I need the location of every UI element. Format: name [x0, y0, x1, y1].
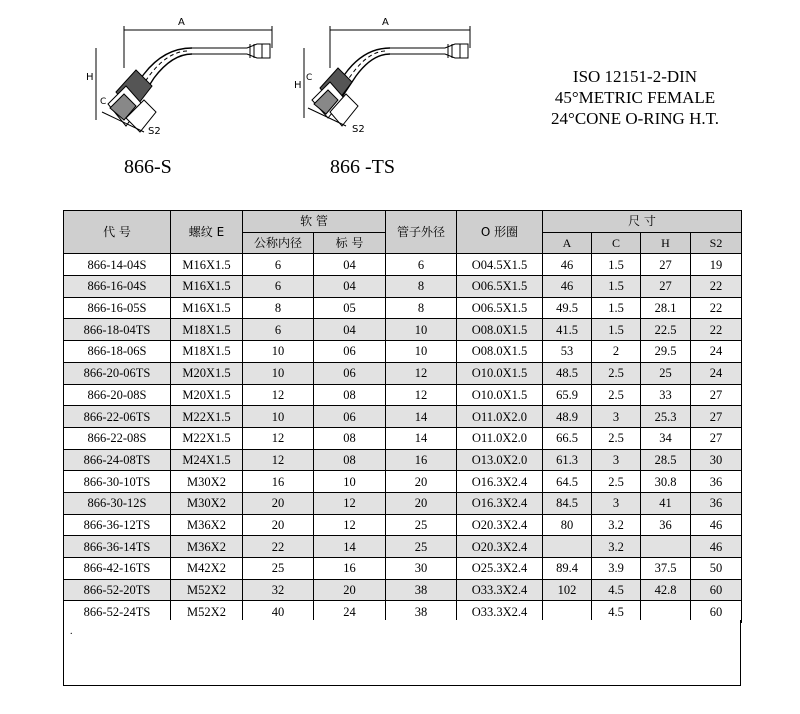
header-tube-od: 管子外径 [386, 211, 457, 254]
cell-dim-a: 46 [543, 254, 592, 276]
cell-dim-c: 2.5 [592, 362, 641, 384]
table-row [64, 579, 742, 601]
cell-tube-od: 20 [386, 471, 457, 493]
fitting-spec-table [63, 210, 742, 623]
table-row [64, 297, 742, 319]
cell-dim-h: 28.1 [641, 297, 691, 319]
cell-o-ring: O11.0X2.0 [457, 427, 543, 449]
spec-type: 45°METRIC FEMALE [554, 88, 716, 107]
cell-dim-h: 36 [641, 514, 691, 536]
cell-hose-mark: 10 [314, 471, 386, 493]
cell-tube-od: 12 [386, 362, 457, 384]
table-row [64, 492, 742, 514]
cell-dim-a: 66.5 [543, 427, 592, 449]
cell-hose-mark: 06 [314, 406, 386, 428]
cell-hose-nominal-id: 16 [243, 471, 314, 493]
cell-dim-c: 3.9 [592, 558, 641, 580]
cell-tube-od: 25 [386, 514, 457, 536]
cell-dim-s2: 24 [691, 341, 742, 363]
cell-dim-a: 48.5 [543, 362, 592, 384]
cell-dim-c: 2.5 [592, 384, 641, 406]
cell-dim-s2: 22 [691, 276, 742, 298]
cell-tube-od: 16 [386, 449, 457, 471]
cell-code: 866-36-14TS [64, 536, 171, 558]
cell-code: 866-18-06S [64, 341, 171, 363]
cell-code: 866-16-04S [64, 276, 171, 298]
cell-dim-h: 30.8 [641, 471, 691, 493]
cell-dim-h: 33 [641, 384, 691, 406]
cell-thread: M16X1.5 [171, 254, 243, 276]
header-dim-h: H [641, 232, 691, 254]
dim-h-label: H [294, 80, 302, 91]
cell-tube-od: 20 [386, 492, 457, 514]
cell-dim-s2: 27 [691, 427, 742, 449]
cell-hose-mark: 05 [314, 297, 386, 319]
cell-hose-nominal-id: 20 [243, 492, 314, 514]
table-body [64, 254, 742, 623]
cell-hose-nominal-id: 10 [243, 341, 314, 363]
cell-code: 866-30-12S [64, 492, 171, 514]
cell-dim-c: 1.5 [592, 276, 641, 298]
cell-dim-c: 1.5 [592, 297, 641, 319]
cell-hose-mark: 16 [314, 558, 386, 580]
cell-dim-c: 4.5 [592, 579, 641, 601]
cell-hose-mark: 12 [314, 514, 386, 536]
cell-dim-s2: 27 [691, 384, 742, 406]
table-row [64, 341, 742, 363]
cell-thread: M20X1.5 [171, 384, 243, 406]
fitting-drawing-866-s [82, 8, 292, 138]
cell-dim-a [543, 536, 592, 558]
cell-dim-a: 48.9 [543, 406, 592, 428]
cell-dim-h [641, 536, 691, 558]
dim-s2-label: S2 [148, 126, 161, 137]
header-row-top [64, 211, 742, 233]
cell-dim-h: 25 [641, 362, 691, 384]
cell-hose-mark: 20 [314, 579, 386, 601]
cell-dim-s2: 22 [691, 319, 742, 341]
cell-hose-nominal-id: 12 [243, 427, 314, 449]
cell-thread: M30X2 [171, 492, 243, 514]
table-row [64, 449, 742, 471]
cell-dim-c: 3 [592, 406, 641, 428]
cell-o-ring: O04.5X1.5 [457, 254, 543, 276]
cell-dim-h: 34 [641, 427, 691, 449]
cell-dim-a: 80 [543, 514, 592, 536]
cell-code: 866-42-16TS [64, 558, 171, 580]
cell-dim-s2: 22 [691, 297, 742, 319]
dim-a-label: A [382, 17, 389, 28]
cell-dim-c: 2.5 [592, 427, 641, 449]
cell-dim-s2: 60 [691, 579, 742, 601]
cell-hose-mark: 08 [314, 427, 386, 449]
cell-o-ring: O06.5X1.5 [457, 297, 543, 319]
header-thread: 螺纹 E [171, 211, 243, 254]
cell-o-ring: O08.0X1.5 [457, 319, 543, 341]
cell-code: 866-20-08S [64, 384, 171, 406]
header-dim-a: A [543, 232, 592, 254]
cell-code: 866-14-04S [64, 254, 171, 276]
cell-dim-h: 28.5 [641, 449, 691, 471]
cell-code: 866-22-08S [64, 427, 171, 449]
table-row [64, 536, 742, 558]
cell-hose-nominal-id: 8 [243, 297, 314, 319]
table-row [64, 406, 742, 428]
header-dim-c: C [592, 232, 641, 254]
header-code: 代 号 [64, 211, 171, 254]
table-row [64, 362, 742, 384]
cell-code: 866-16-05S [64, 297, 171, 319]
cell-dim-c: 2.5 [592, 471, 641, 493]
cell-o-ring: O13.0X2.0 [457, 449, 543, 471]
cell-tube-od: 30 [386, 558, 457, 580]
cell-dim-a: 65.9 [543, 384, 592, 406]
cell-dim-c: 3.2 [592, 536, 641, 558]
header-o-ring: O 形圈 [457, 211, 543, 254]
cell-code: 866-30-10TS [64, 471, 171, 493]
cell-o-ring: O33.3X2.4 [457, 579, 543, 601]
cell-dim-c: 3 [592, 492, 641, 514]
cell-o-ring: O11.0X2.0 [457, 406, 543, 428]
cell-tube-od: 38 [386, 579, 457, 601]
cell-thread: M16X1.5 [171, 276, 243, 298]
cell-hose-nominal-id: 6 [243, 254, 314, 276]
cell-thread: M18X1.5 [171, 341, 243, 363]
header-hose: 软 管 [243, 211, 386, 233]
header-dimensions: 尺 寸 [543, 211, 742, 233]
cell-o-ring: O10.0X1.5 [457, 384, 543, 406]
cell-dim-h: 37.5 [641, 558, 691, 580]
header-hose-mark: 标 号 [314, 232, 386, 254]
cell-o-ring: O25.3X2.4 [457, 558, 543, 580]
cell-code: 866-52-24TS [64, 601, 171, 623]
cell-dim-h: 25.3 [641, 406, 691, 428]
cell-dim-a: 41.5 [543, 319, 592, 341]
cell-dim-h: 29.5 [641, 341, 691, 363]
cell-hose-mark: 06 [314, 362, 386, 384]
cell-hose-mark: 12 [314, 492, 386, 514]
table-row [64, 319, 742, 341]
cell-thread: M52X2 [171, 601, 243, 623]
dim-c-label: C [100, 97, 107, 107]
cell-code: 866-18-04TS [64, 319, 171, 341]
cell-dim-s2: 27 [691, 406, 742, 428]
cell-hose-nominal-id: 40 [243, 601, 314, 623]
table-row [64, 471, 742, 493]
cell-tube-od: 10 [386, 319, 457, 341]
cell-hose-mark: 24 [314, 601, 386, 623]
cell-thread: M24X1.5 [171, 449, 243, 471]
dim-a-label: A [178, 17, 185, 28]
cell-dim-a: 89.4 [543, 558, 592, 580]
spec-standard: ISO 12151-2-DIN [572, 67, 698, 86]
cell-o-ring: O33.3X2.4 [457, 601, 543, 623]
cell-dim-a: 102 [543, 579, 592, 601]
cell-dim-s2: 46 [691, 514, 742, 536]
cell-dim-s2: 60 [691, 601, 742, 623]
cell-thread: M20X1.5 [171, 362, 243, 384]
cell-dim-c: 1.5 [592, 254, 641, 276]
cell-hose-nominal-id: 20 [243, 514, 314, 536]
cell-tube-od: 25 [386, 536, 457, 558]
table-row [64, 276, 742, 298]
cell-thread: M30X2 [171, 471, 243, 493]
cell-tube-od: 14 [386, 427, 457, 449]
cell-thread: M16X1.5 [171, 297, 243, 319]
fitting-drawing-866-ts [290, 8, 500, 138]
cell-thread: M22X1.5 [171, 406, 243, 428]
header-dim-s2: S2 [691, 232, 742, 254]
cell-thread: M36X2 [171, 536, 243, 558]
cell-dim-s2: 36 [691, 492, 742, 514]
cell-dim-h: 41 [641, 492, 691, 514]
cell-hose-nominal-id: 10 [243, 362, 314, 384]
cell-tube-od: 12 [386, 384, 457, 406]
cell-code: 866-36-12TS [64, 514, 171, 536]
cell-hose-mark: 04 [314, 276, 386, 298]
cell-dim-h: 42.8 [641, 579, 691, 601]
cell-dim-c: 1.5 [592, 319, 641, 341]
cell-hose-nominal-id: 6 [243, 276, 314, 298]
cell-tube-od: 6 [386, 254, 457, 276]
cell-dim-h: 22.5 [641, 319, 691, 341]
dim-h-label: H [86, 72, 94, 83]
cell-hose-nominal-id: 25 [243, 558, 314, 580]
cell-tube-od: 8 [386, 297, 457, 319]
cell-o-ring: O06.5X1.5 [457, 276, 543, 298]
cell-thread: M36X2 [171, 514, 243, 536]
cell-dim-c: 2 [592, 341, 641, 363]
cell-tube-od: 8 [386, 276, 457, 298]
notes-text: . [70, 626, 73, 637]
table-row [64, 254, 742, 276]
cell-o-ring: O08.0X1.5 [457, 341, 543, 363]
cell-hose-mark: 04 [314, 254, 386, 276]
cell-hose-nominal-id: 22 [243, 536, 314, 558]
cell-dim-a: 49.5 [543, 297, 592, 319]
cell-dim-a: 53 [543, 341, 592, 363]
cell-dim-s2: 19 [691, 254, 742, 276]
model-label-866-s: 866-S [124, 156, 172, 178]
cell-thread: M18X1.5 [171, 319, 243, 341]
cell-code: 866-24-08TS [64, 449, 171, 471]
cell-o-ring: O16.3X2.4 [457, 492, 543, 514]
cell-dim-a: 46 [543, 276, 592, 298]
dim-s2-label: S2 [352, 124, 365, 135]
notes-box [63, 620, 741, 686]
cell-o-ring: O20.3X2.4 [457, 514, 543, 536]
cell-hose-nominal-id: 10 [243, 406, 314, 428]
cell-code: 866-22-06TS [64, 406, 171, 428]
cell-hose-mark: 06 [314, 341, 386, 363]
cell-dim-s2: 46 [691, 536, 742, 558]
cell-code: 866-20-06TS [64, 362, 171, 384]
model-label-866-ts: 866 -TS [330, 156, 395, 178]
header-hose-nominal-id: 公称内径 [243, 232, 314, 254]
table-row [64, 514, 742, 536]
cell-tube-od: 38 [386, 601, 457, 623]
dim-c-label: C [306, 73, 313, 83]
cell-hose-mark: 08 [314, 384, 386, 406]
cell-hose-mark: 14 [314, 536, 386, 558]
cell-hose-mark: 04 [314, 319, 386, 341]
cell-hose-mark: 08 [314, 449, 386, 471]
cell-dim-h: 27 [641, 254, 691, 276]
cell-o-ring: O20.3X2.4 [457, 536, 543, 558]
cell-dim-c: 3.2 [592, 514, 641, 536]
cell-o-ring: O16.3X2.4 [457, 471, 543, 493]
cell-dim-a: 84.5 [543, 492, 592, 514]
cell-tube-od: 14 [386, 406, 457, 428]
cell-thread: M42X2 [171, 558, 243, 580]
cell-dim-s2: 50 [691, 558, 742, 580]
table-row [64, 558, 742, 580]
cell-dim-c: 4.5 [592, 601, 641, 623]
cell-code: 866-52-20TS [64, 579, 171, 601]
cell-o-ring: O10.0X1.5 [457, 362, 543, 384]
cell-hose-nominal-id: 12 [243, 449, 314, 471]
cell-thread: M22X1.5 [171, 427, 243, 449]
cell-dim-h: 27 [641, 276, 691, 298]
cell-dim-s2: 24 [691, 362, 742, 384]
table-row [64, 427, 742, 449]
cell-hose-nominal-id: 12 [243, 384, 314, 406]
cell-dim-a: 61.3 [543, 449, 592, 471]
spec-seal: 24°CONE O-RING H.T. [551, 109, 719, 128]
cell-hose-nominal-id: 32 [243, 579, 314, 601]
cell-hose-nominal-id: 6 [243, 319, 314, 341]
cell-tube-od: 10 [386, 341, 457, 363]
cell-dim-s2: 30 [691, 449, 742, 471]
cell-thread: M52X2 [171, 579, 243, 601]
table-row [64, 384, 742, 406]
cell-dim-s2: 36 [691, 471, 742, 493]
cell-dim-c: 3 [592, 449, 641, 471]
cell-dim-a: 64.5 [543, 471, 592, 493]
